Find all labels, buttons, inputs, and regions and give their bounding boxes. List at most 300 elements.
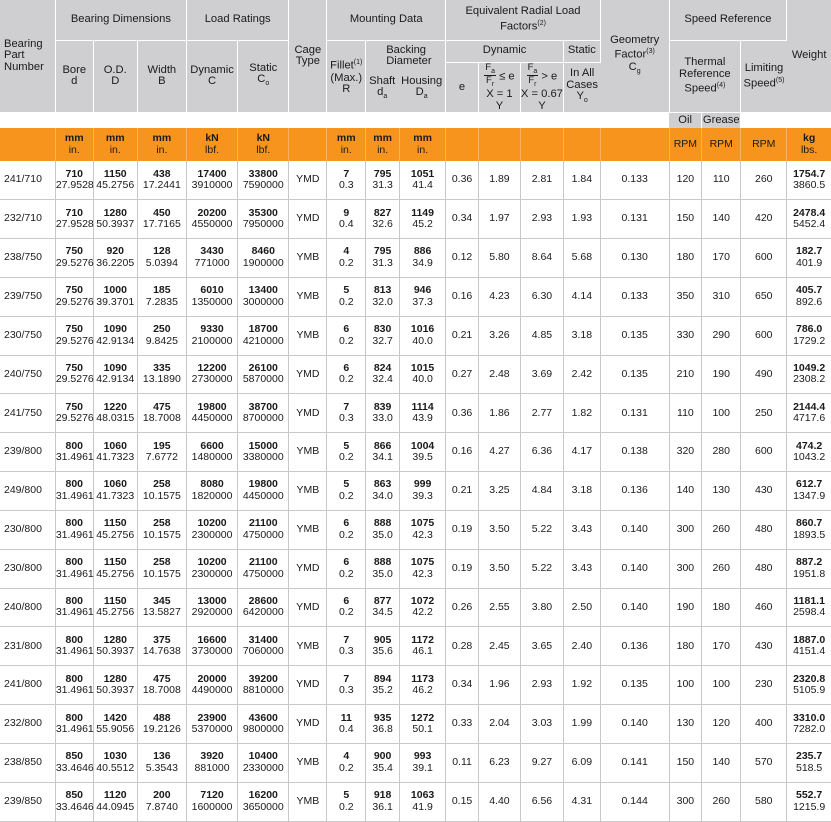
weight-cell-metric: 3310.0: [793, 711, 826, 724]
shaft-diameter-cell: [366, 627, 400, 666]
od-cell-metric: 1150: [103, 167, 127, 180]
fillet-cell-imperial: 0.3: [338, 412, 354, 425]
dynamic-rating-cell: [186, 238, 237, 277]
od-cell-imperial: 50.3937: [96, 218, 135, 231]
bore-cell: [55, 782, 93, 821]
width-cell: [137, 161, 186, 199]
dynamic-rating-cell-imperial: 1600000: [191, 800, 233, 813]
bore-cell-imperial: 31.4961: [55, 723, 94, 736]
fillet-cell-imperial: 0.2: [338, 528, 354, 541]
cage-type-cell: YMB: [289, 238, 327, 277]
limiting-speed-cell: 600: [741, 238, 787, 277]
dynamic-rating-cell: [186, 782, 237, 821]
weight-cell-imperial: 4717.6: [793, 412, 826, 425]
y-le-e-cell: 2.04: [478, 705, 520, 744]
housing-diameter-cell-metric: 1063: [410, 789, 435, 802]
shaft-diameter-cell-metric: 813: [373, 284, 392, 297]
bore-cell-imperial: 29.5276: [55, 373, 94, 386]
od-cell: [93, 549, 137, 588]
y0-cell: 1.93: [563, 200, 600, 239]
y-le-e-cell: 5.80: [478, 238, 520, 277]
housing-diameter-cell-metric: 993: [413, 750, 432, 763]
y-le-e-cell: 4.27: [478, 433, 520, 472]
header-weight: Weight: [787, 0, 831, 112]
part-number-cell: 240/800: [0, 588, 55, 627]
bore-cell-metric: 750: [65, 245, 84, 258]
bore-cell-imperial: 31.4961: [55, 606, 94, 619]
oil-speed-cell: 180: [669, 238, 702, 277]
housing-diameter-cell-imperial: 40.0: [412, 373, 433, 386]
oil-speed-cell: 180: [669, 627, 702, 666]
od-cell-metric: 1120: [103, 789, 127, 802]
fillet-cell-imperial: 0.3: [338, 645, 354, 658]
weight-cell: [787, 161, 831, 199]
shaft-diameter-cell: [366, 277, 400, 316]
housing-diameter-cell-metric: 1149: [411, 206, 434, 219]
static-rating-cell-imperial: 2330000: [242, 761, 284, 774]
housing-diameter-cell: [400, 238, 446, 277]
dynamic-rating-cell: [186, 277, 237, 316]
shaft-diameter-cell-imperial: 35.0: [372, 528, 393, 541]
table-row: [0, 394, 831, 433]
y-gt-e-cell: 8.64: [520, 238, 563, 277]
static-rating-cell-imperial: 4210000: [242, 334, 284, 347]
weight-cell-imperial: 2598.4: [793, 606, 826, 619]
weight-cell: [787, 355, 831, 394]
oil-speed-cell: 330: [669, 316, 702, 355]
bore-cell-imperial: 31.4961: [55, 489, 94, 502]
shaft-diameter-cell: [366, 433, 400, 472]
fillet-cell-imperial: 0.3: [338, 684, 354, 697]
od-cell: [93, 238, 137, 277]
bore-cell-metric: 750: [65, 323, 84, 336]
shaft-diameter-cell-metric: 905: [373, 633, 392, 646]
static-rating-cell-metric: 28600: [248, 594, 278, 607]
shaft-diameter-cell: [366, 782, 400, 821]
geometry-factor-cell: 0.140: [600, 510, 669, 549]
y0-cell: 3.43: [563, 549, 600, 588]
housing-diameter-cell-imperial: 43.9: [412, 412, 433, 425]
y0-cell: 5.68: [563, 238, 600, 277]
bore-cell-imperial: 27.9528: [55, 179, 94, 192]
weight-cell-imperial: 1729.2: [793, 334, 826, 347]
y0-cell: 2.42: [563, 355, 600, 394]
weight-cell-imperial: 518.5: [796, 761, 823, 774]
housing-diameter-cell-metric: 946: [413, 284, 432, 297]
limiting-speed-cell: 400: [741, 705, 787, 744]
cage-type-cell: YMB: [289, 316, 327, 355]
bore-cell: [55, 200, 93, 239]
shaft-diameter-cell: [366, 316, 400, 355]
limiting-speed-cell: 650: [741, 277, 787, 316]
header-mounting-data: Mounting Data: [327, 0, 446, 40]
width-cell: [137, 394, 186, 433]
geometry-factor-cell: 0.133: [600, 161, 669, 199]
width-cell-imperial: 7.6772: [145, 451, 178, 464]
weight-cell-metric: 887.2: [796, 556, 823, 569]
oil-speed-cell: 190: [669, 588, 702, 627]
od-cell-metric: 920: [106, 245, 124, 258]
bore-cell: [55, 627, 93, 666]
table-row: [0, 316, 831, 355]
header-housing: Housing $D_a$: [401, 74, 443, 101]
header-grease: Grease: [702, 112, 741, 128]
shaft-diameter-cell: [366, 238, 400, 277]
static-rating-cell-metric: 38700: [248, 400, 278, 413]
dynamic-rating-cell-metric: 10200: [197, 517, 227, 530]
weight-cell-metric: 612.7: [796, 478, 823, 491]
width-cell-metric: 185: [153, 284, 171, 297]
dynamic-rating-cell-metric: 8080: [200, 478, 224, 491]
bore-cell-imperial: 31.4961: [55, 567, 94, 580]
part-number-cell: 230/800: [0, 510, 55, 549]
table-row: [0, 588, 831, 627]
static-rating-cell-imperial: 3650000: [242, 800, 284, 813]
grease-speed-cell: 170: [702, 627, 741, 666]
static-rating-cell-imperial: 6420000: [242, 606, 284, 619]
bore-cell: [55, 355, 93, 394]
bore-cell: [55, 666, 93, 705]
table-row: [0, 782, 831, 821]
bore-cell-metric: 800: [65, 594, 84, 607]
e-cell: 0.28: [446, 627, 479, 666]
grease-speed-cell: 140: [702, 200, 741, 239]
limiting-speed-cell: 420: [741, 200, 787, 239]
bore-cell-metric: 800: [65, 556, 84, 569]
dynamic-rating-cell-imperial: 2300000: [191, 567, 233, 580]
fillet-cell: [327, 355, 366, 394]
fillet-cell-metric: 7: [343, 672, 350, 685]
shaft-diameter-cell-imperial: 35.4: [372, 761, 393, 774]
bore-cell: [55, 549, 93, 588]
grease-speed-cell: 260: [702, 510, 741, 549]
y0-cell: 2.50: [563, 588, 600, 627]
fillet-cell-metric: 7: [343, 633, 350, 646]
weight-cell-metric: 860.7: [796, 517, 823, 530]
part-number-cell: 239/750: [0, 277, 55, 316]
fillet-cell: [327, 200, 366, 239]
bore-cell-metric: 750: [65, 284, 84, 297]
y0-cell: 1.82: [563, 394, 600, 433]
geometry-factor-cell: 0.130: [600, 238, 669, 277]
dynamic-rating-cell-metric: 6010: [200, 284, 224, 297]
od-cell-metric: 1420: [103, 711, 127, 724]
geometry-factor-cell: 0.136: [600, 472, 669, 511]
oil-speed-cell: 300: [669, 782, 702, 821]
dynamic-rating-cell-imperial: 3730000: [191, 645, 233, 658]
shaft-diameter-cell-imperial: 36.1: [372, 800, 393, 813]
static-rating-cell: [238, 743, 289, 782]
part-number-cell: 230/750: [0, 316, 55, 355]
shaft-diameter-cell-imperial: 35.0: [372, 567, 393, 580]
e-cell: 0.19: [446, 510, 479, 549]
e-cell: 0.16: [446, 277, 479, 316]
bore-cell-metric: 800: [65, 478, 84, 491]
weight-cell-imperial: 1043.2: [793, 451, 826, 464]
housing-diameter-cell-imperial: 39.5: [412, 451, 433, 464]
table-row: [0, 277, 831, 316]
od-cell-imperial: 50.3937: [96, 645, 135, 658]
table-row: [0, 238, 831, 277]
housing-diameter-cell: [400, 666, 446, 705]
geometry-factor-cell: 0.135: [600, 355, 669, 394]
static-rating-cell: [238, 316, 289, 355]
width-cell-metric: 258: [153, 478, 171, 491]
width-cell-imperial: 10.1575: [142, 567, 181, 580]
header-static-group: Static: [563, 40, 600, 62]
static-rating-cell: [238, 200, 289, 239]
y-gt-e-cell: 3.65: [520, 627, 563, 666]
header-limiting-speed: Limiting Speed$^{(5)}$: [741, 40, 787, 112]
y0-cell: 1.99: [563, 705, 600, 744]
fillet-cell: [327, 161, 366, 199]
shaft-diameter-cell-metric: 894: [373, 672, 392, 685]
dynamic-rating-cell: [186, 510, 237, 549]
housing-diameter-cell: [400, 627, 446, 666]
geometry-factor-cell: 0.140: [600, 549, 669, 588]
oil-speed-cell: 100: [669, 666, 702, 705]
weight-cell: [787, 627, 831, 666]
static-rating-cell-metric: 21100: [248, 556, 278, 569]
part-number-cell: 241/800: [0, 666, 55, 705]
y-le-e-cell: 4.40: [478, 782, 520, 821]
header-bearing-dimensions: Bearing Dimensions: [55, 0, 186, 40]
fillet-cell-metric: 11: [340, 711, 352, 724]
od-cell: [93, 316, 137, 355]
width-cell-imperial: 10.1575: [142, 489, 181, 502]
weight-cell-imperial: 5452.4: [793, 218, 826, 231]
housing-diameter-cell: [400, 705, 446, 744]
static-rating-cell-imperial: 9800000: [242, 723, 284, 736]
cage-type-cell: YMD: [289, 588, 327, 627]
fillet-cell: [327, 510, 366, 549]
fillet-cell: [327, 705, 366, 744]
y-gt-e-cell: 9.27: [520, 743, 563, 782]
width-cell-metric: 438: [153, 167, 171, 180]
dynamic-rating-cell: [186, 355, 237, 394]
cage-type-cell: YMD: [289, 549, 327, 588]
static-rating-cell: [238, 549, 289, 588]
weight-cell-metric: 405.7: [796, 284, 823, 297]
static-rating-cell-metric: 18700: [248, 323, 278, 336]
header-y0: In All Cases $Y_o$: [563, 62, 600, 112]
shaft-diameter-cell-imperial: 32.4: [372, 373, 393, 386]
width-cell-imperial: 5.3543: [145, 761, 178, 774]
cage-type-cell: YMB: [289, 472, 327, 511]
dynamic-rating-cell: [186, 627, 237, 666]
dynamic-rating-cell: [186, 394, 237, 433]
housing-diameter-cell-metric: 1173: [411, 672, 434, 685]
dynamic-rating-cell-imperial: 2730000: [191, 373, 233, 386]
limiting-speed-cell: 570: [741, 743, 787, 782]
shaft-diameter-cell-metric: 935: [373, 711, 392, 724]
y0-cell: 4.31: [563, 782, 600, 821]
grease-speed-cell: 100: [702, 666, 741, 705]
table-row: [0, 472, 831, 511]
shaft-diameter-cell: [366, 743, 400, 782]
bore-cell-imperial: 33.4646: [55, 761, 94, 774]
dynamic-rating-cell: [186, 316, 237, 355]
table-row: [0, 510, 831, 549]
header-y-le-e: $\frac{F_a}{F_r}$ ≤ e X = 1 Y: [478, 62, 520, 112]
y-le-e-cell: 3.50: [478, 510, 520, 549]
limiting-speed-cell: 580: [741, 782, 787, 821]
weight-cell-imperial: 1951.8: [793, 567, 826, 580]
cage-type-cell: YMB: [289, 433, 327, 472]
width-cell: [137, 666, 186, 705]
static-rating-cell: [238, 705, 289, 744]
weight-cell: [787, 782, 831, 821]
y-le-e-cell: 6.23: [478, 743, 520, 782]
e-cell: 0.15: [446, 782, 479, 821]
width-cell: [137, 238, 186, 277]
od-cell: [93, 743, 137, 782]
width-cell-metric: 345: [153, 594, 171, 607]
weight-cell: [787, 316, 831, 355]
e-cell: 0.34: [446, 200, 479, 239]
limiting-speed-cell: 430: [741, 472, 787, 511]
y-le-e-cell: 2.48: [478, 355, 520, 394]
fillet-cell-imperial: 0.2: [338, 451, 354, 464]
housing-diameter-cell-imperial: 37.3: [412, 295, 433, 308]
fillet-cell-metric: 6: [343, 361, 350, 374]
weight-cell-metric: 474.2: [796, 439, 823, 452]
part-number-cell: 232/710: [0, 200, 55, 239]
weight-cell-metric: 182.7: [796, 245, 823, 258]
grease-speed-cell: 130: [702, 472, 741, 511]
bore-cell-imperial: 27.9528: [55, 218, 94, 231]
static-rating-cell-metric: 13400: [248, 284, 278, 297]
shaft-diameter-cell: [366, 666, 400, 705]
header-fillet: Fillet$^{(1)}$ (Max.) R: [327, 40, 366, 112]
static-rating-cell-metric: 16200: [248, 789, 278, 802]
dynamic-rating-cell-metric: 20000: [197, 672, 227, 685]
dynamic-rating-cell-imperial: 4450000: [191, 412, 233, 425]
od-cell-metric: 1280: [103, 633, 127, 646]
header-oil: Oil: [669, 112, 702, 128]
shaft-diameter-cell-metric: 795: [373, 167, 392, 180]
fillet-cell-metric: 5: [343, 478, 350, 491]
width-cell: [137, 510, 186, 549]
weight-cell-metric: 1887.0: [793, 633, 826, 646]
od-cell: [93, 394, 137, 433]
bore-cell-metric: 800: [65, 439, 84, 452]
static-rating-cell-imperial: 4750000: [242, 528, 284, 541]
width-cell-metric: 200: [153, 789, 171, 802]
geometry-factor-cell: 0.135: [600, 666, 669, 705]
cage-type-cell: YMD: [289, 161, 327, 199]
header-dynamic-rating: Dynamic C: [186, 40, 237, 112]
shaft-diameter-cell: [366, 588, 400, 627]
limiting-speed-cell: 600: [741, 316, 787, 355]
housing-diameter-cell: [400, 277, 446, 316]
od-cell: [93, 161, 137, 199]
dynamic-rating-cell-imperial: 4490000: [191, 684, 233, 697]
bore-cell-imperial: 33.4646: [55, 800, 94, 813]
od-cell-imperial: 45.2756: [96, 567, 135, 580]
od-cell-imperial: 42.9134: [96, 373, 135, 386]
y-gt-e-cell: 6.30: [520, 277, 563, 316]
static-rating-cell-imperial: 5870000: [242, 373, 284, 386]
shaft-diameter-cell: [366, 705, 400, 744]
oil-speed-cell: 120: [669, 161, 702, 199]
static-rating-cell: [238, 627, 289, 666]
table-row: [0, 549, 831, 588]
bore-cell-imperial: 31.4961: [55, 451, 94, 464]
bore-cell-imperial: 29.5276: [55, 256, 94, 269]
od-cell-metric: 1090: [103, 361, 127, 374]
part-number-cell: 239/850: [0, 782, 55, 821]
static-rating-cell: [238, 588, 289, 627]
geometry-factor-cell: 0.140: [600, 588, 669, 627]
width-cell-metric: 128: [153, 245, 171, 258]
shaft-diameter-cell-imperial: 32.7: [372, 334, 393, 347]
shaft-diameter-cell-imperial: 31.3: [372, 179, 393, 192]
width-cell: [137, 316, 186, 355]
housing-diameter-cell-imperial: 40.0: [412, 334, 433, 347]
fillet-cell: [327, 588, 366, 627]
y-gt-e-cell: 5.22: [520, 510, 563, 549]
oil-speed-cell: 210: [669, 355, 702, 394]
static-rating-cell-metric: 43600: [248, 711, 278, 724]
dynamic-rating-cell: [186, 200, 237, 239]
od-cell: [93, 433, 137, 472]
dynamic-rating-cell-metric: 23900: [197, 711, 227, 724]
od-cell-metric: 1090: [103, 323, 127, 336]
fillet-cell-imperial: 0.3: [338, 179, 354, 192]
fillet-cell-metric: 9: [343, 206, 350, 219]
fillet-cell: [327, 743, 366, 782]
fillet-cell-imperial: 0.4: [338, 723, 354, 736]
od-cell-imperial: 42.9134: [96, 334, 135, 347]
cage-type-cell: YMB: [289, 743, 327, 782]
od-cell-imperial: 44.0945: [96, 800, 135, 813]
y-le-e-cell: 2.55: [478, 588, 520, 627]
weight-cell-imperial: 1215.9: [793, 800, 826, 813]
fillet-cell-metric: 4: [343, 750, 350, 763]
width-cell: [137, 743, 186, 782]
od-cell-metric: 1150: [103, 556, 127, 569]
geometry-factor-cell: 0.140: [600, 705, 669, 744]
od-cell: [93, 588, 137, 627]
width-cell-imperial: 10.1575: [142, 528, 181, 541]
bore-cell-imperial: 29.5276: [55, 334, 94, 347]
geometry-factor-cell: 0.131: [600, 394, 669, 433]
width-cell-metric: 335: [153, 361, 171, 374]
housing-diameter-cell: [400, 200, 446, 239]
e-cell: 0.19: [446, 549, 479, 588]
width-cell-imperial: 7.8740: [145, 800, 178, 813]
table-row: [0, 433, 831, 472]
header-bore: Bore d: [55, 40, 93, 112]
limiting-speed-cell: 490: [741, 355, 787, 394]
grease-speed-cell: 180: [702, 588, 741, 627]
dynamic-rating-cell: [186, 743, 237, 782]
shaft-diameter-cell-metric: 900: [373, 750, 392, 763]
e-cell: 0.16: [446, 433, 479, 472]
shaft-diameter-cell-imperial: 31.3: [372, 256, 393, 269]
width-cell: [137, 472, 186, 511]
table-row: [0, 200, 831, 239]
fillet-cell: [327, 238, 366, 277]
housing-diameter-cell-imperial: 42.3: [412, 567, 433, 580]
static-rating-cell: [238, 277, 289, 316]
part-number-cell: 241/750: [0, 394, 55, 433]
fillet-cell-imperial: 0.4: [338, 218, 354, 231]
limiting-speed-cell: 250: [741, 394, 787, 433]
od-cell-metric: 1280: [103, 672, 127, 685]
part-number-cell: 232/800: [0, 705, 55, 744]
